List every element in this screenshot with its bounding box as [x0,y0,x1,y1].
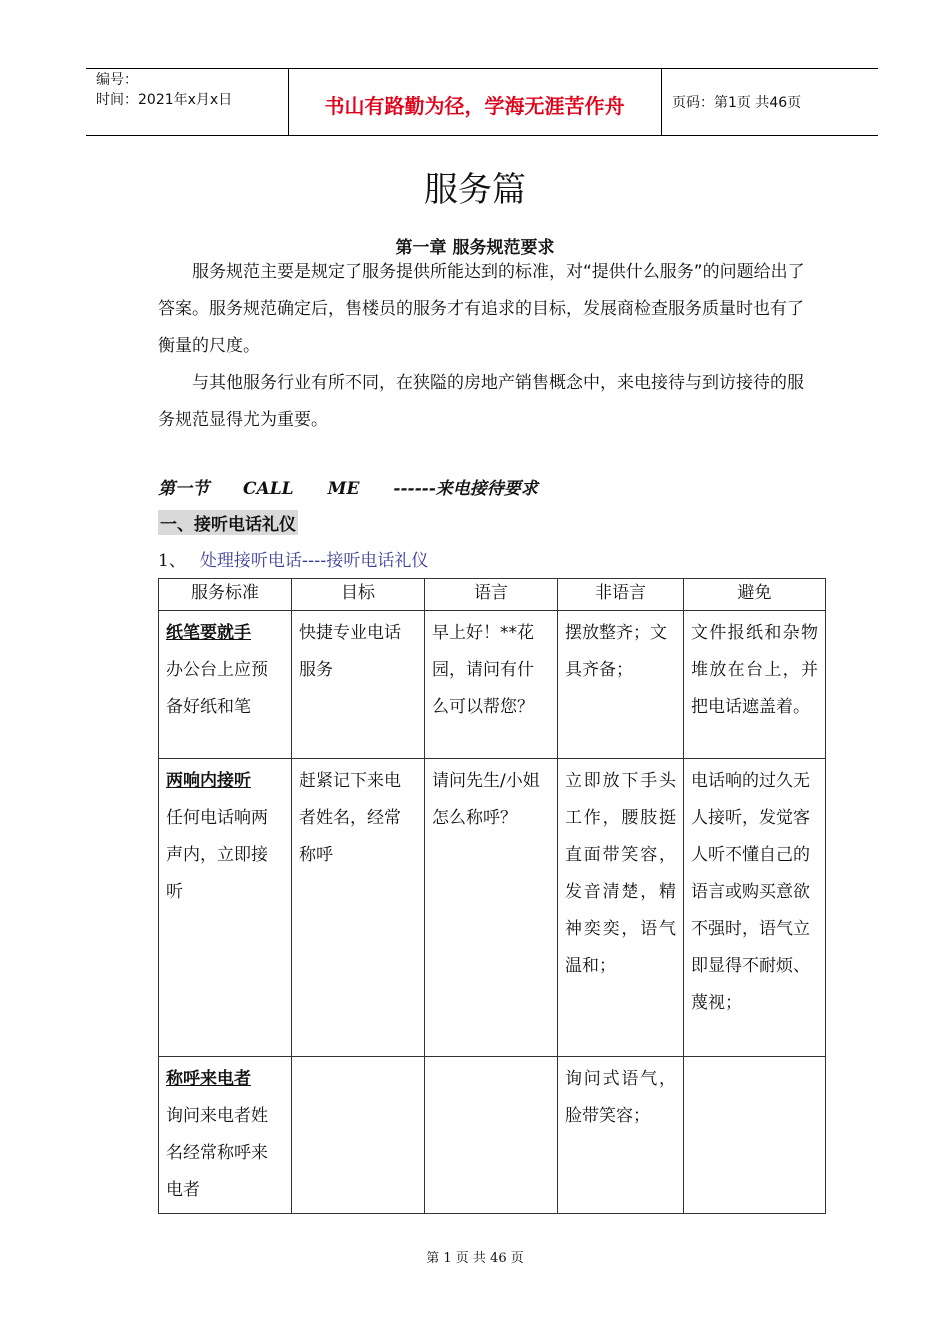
cell-nonverbal: 摆放整齐；文具齐备； [558,611,684,759]
section-heading [158,474,538,499]
section-call: CALL [243,479,294,499]
cell-goal: 赶紧记下来电者姓名，经常称呼 [292,759,425,1057]
cell-avoid: 文件报纸和杂物堆放在台上，并把电话遮盖着。 [684,611,826,759]
page-footer: 第 1 页 共 46 页 [426,1251,524,1266]
standard-title: 两响内接听 [166,771,251,791]
header-divider-right [661,68,662,136]
chapter-heading: 第一章 服务规范要求 [395,238,555,258]
section-title: ------来电接待要求 [393,479,538,499]
header-avoid: 避免 [684,579,826,611]
cell-standard [159,1057,292,1214]
header-goal: 目标 [292,579,425,611]
standard-desc: 任何电话响两声内，立即接听 [166,808,268,902]
standard-desc: 询问来电者姓名经常称呼来电者 [166,1106,268,1200]
cell-goal: 快捷专业电话服务 [292,611,425,759]
cell-nonverbal: 询问式语气，脸带笑容； [558,1057,684,1214]
table-row [159,611,826,759]
cell-avoid: 电话响的过久无人接听，发觉客人听不懂自己的语言或购买意欲不强时，语气立即显得不耐烦、蔑视； [684,759,826,1057]
cell-goal [292,1057,425,1214]
header-top-rule [86,68,878,69]
service-standards-table [158,578,826,1214]
header-nonverbal: 非语言 [558,579,684,611]
cell-standard [159,759,292,1057]
paragraph-2-text: 与其他服务行业有所不同，在狭隘的房地产销售概念中，来电接待与到访接待的服务规范显得尤为重要。 [158,373,804,430]
header-standard: 服务标准 [159,579,292,611]
header-meta [96,70,232,110]
section-label: 第一节 [158,479,209,499]
table-header-row [159,579,826,611]
cell-avoid [684,1057,826,1214]
standard-title: 称呼来电者 [166,1069,251,1089]
cell-speech [425,1057,558,1214]
header-speech: 语言 [425,579,558,611]
standard-title: 纸笔要就手 [166,623,251,643]
subheading-text: 处理接听电话----接听电话礼仪 [199,551,429,571]
table-row [159,1057,826,1214]
cell-nonverbal: 立即放下手头工作，腰肢挺直面带笑容，发音清楚，精神奕奕，语气温和； [558,759,684,1057]
cell-speech: 请问先生/小姐怎么称呼？ [425,759,558,1057]
paragraph-1-text: 服务规范主要是规定了服务提供所能达到的标准，对“提供什么服务”的问题给出了答案。服务规范确定后，售楼员的服务才有追求的目标，发展商检查服务质量时也有了衡量的尺度。 [158,262,805,356]
header-page-info: 页码：第1页 共46页 [672,95,802,111]
cell-standard [159,611,292,759]
document-title: 服务篇 [424,170,526,210]
table-row [159,759,826,1057]
subheading-handle-calls [158,546,428,571]
time-label: 时间：2021年x月x日 [96,92,233,108]
subheading-number: 1、 [158,551,186,571]
paragraph-2 [158,365,818,439]
paragraph-1 [158,254,818,365]
header-motto: 书山有路勤为径，学海无涯苦作舟 [324,94,625,118]
number-label: 编号： [96,72,138,88]
section-me: ME [327,479,360,499]
header-bottom-rule [86,135,878,136]
cell-speech: 早上好！**花园，请问有什么可以帮您？ [425,611,558,759]
standard-desc: 办公台上应预备好纸和笔 [166,660,268,717]
subheading-phone-etiquette: 一、接听电话礼仪 [158,510,298,535]
